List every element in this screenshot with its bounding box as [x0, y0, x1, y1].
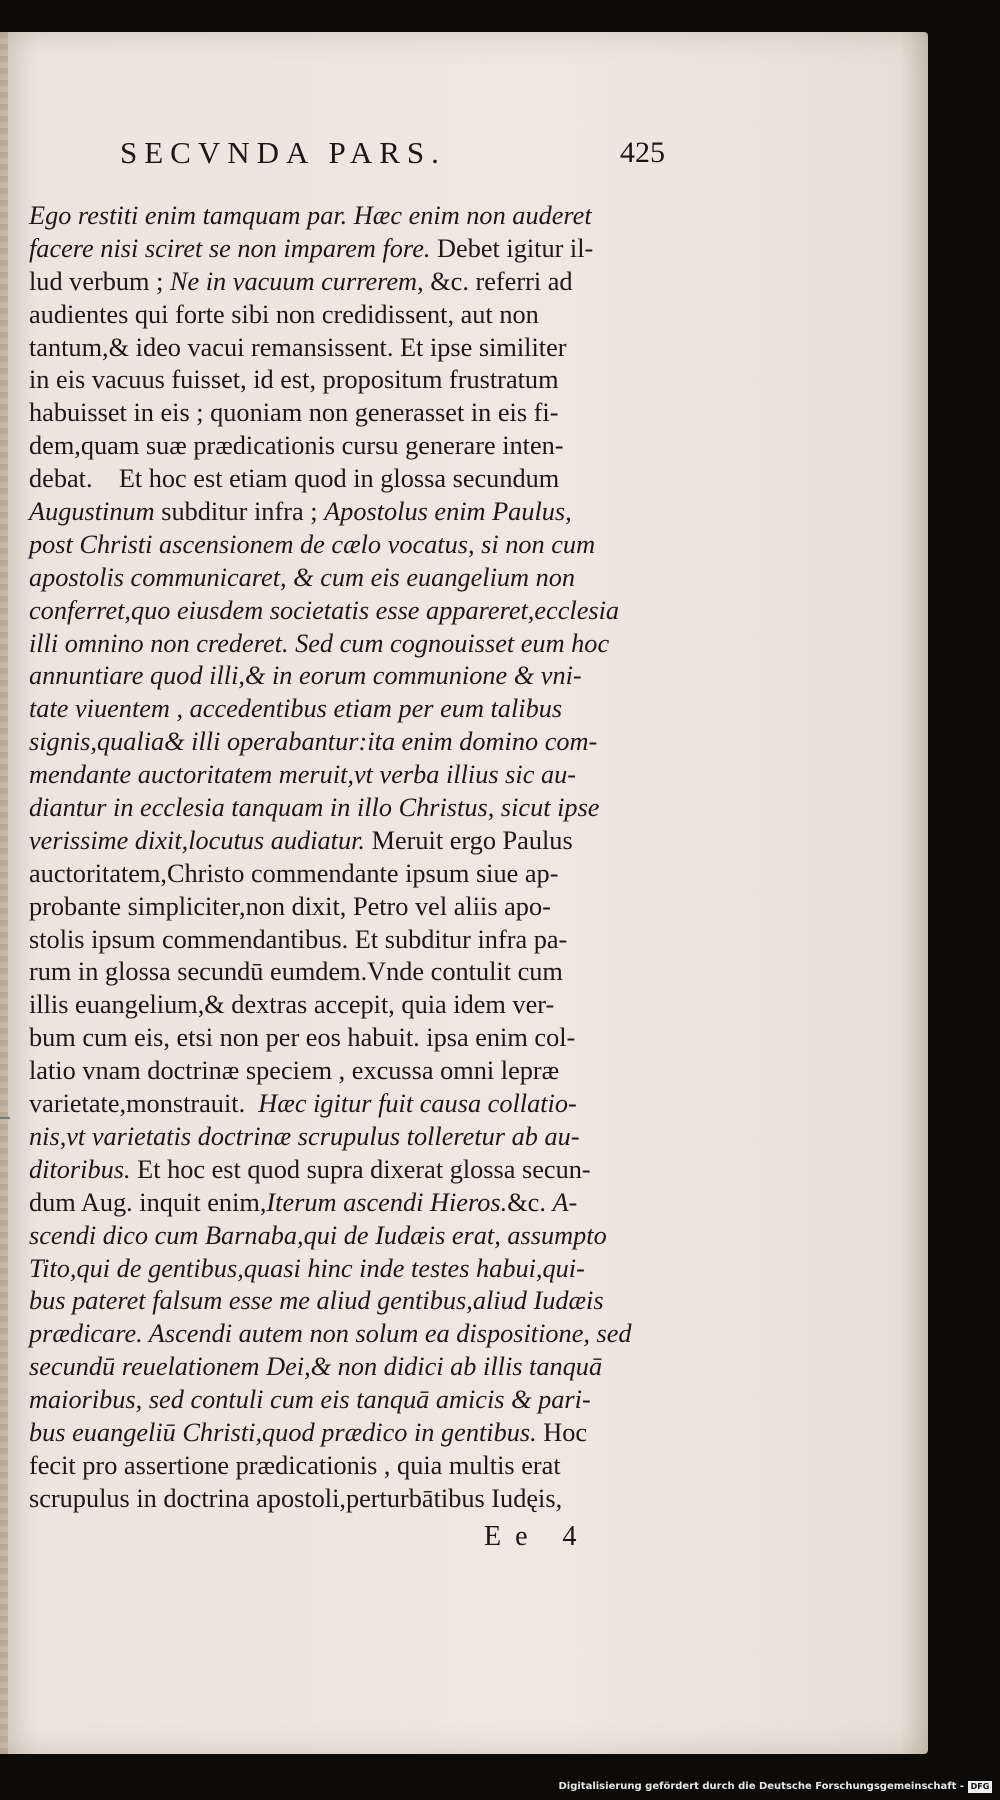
- italic-segment: tate viuentem , accedentibus etiam per eum talibus: [29, 694, 563, 724]
- italic-segment: verissime dixit,locutus audiatur.: [29, 825, 365, 855]
- text-line: [29, 595, 669, 628]
- roman-segment: illis euangelium,& dextras accepit, quia idem ver-: [29, 990, 555, 1020]
- text-line: [29, 693, 669, 726]
- italic-segment: maioribus, sed contuli cum eis tanquā amicis & pari-: [29, 1385, 591, 1415]
- italic-segment: annuntiare quod illi,& in eorum communione & vni-: [29, 661, 582, 691]
- text-line: [29, 1154, 669, 1187]
- roman-segment: audientes qui forte sibi non credidissent, aut non: [29, 299, 539, 329]
- roman-segment: in eis vacuus fuisset, id est, propositum frustratum: [29, 365, 559, 395]
- roman-segment: rum in glossa secundū eumdem.Vnde contulit cum: [29, 957, 563, 987]
- text-line: [29, 1088, 669, 1121]
- roman-segment: Hoc: [536, 1417, 588, 1447]
- text-line: [29, 299, 669, 332]
- text-line: [29, 1121, 669, 1154]
- italic-segment: bus euangeliū Christi,quod prædico in gentibus.: [29, 1417, 537, 1447]
- text-line: [29, 628, 669, 661]
- italic-segment: illi omnino non crederet. Sed cum cognouisset eum hoc: [29, 628, 610, 658]
- roman-segment: dum Aug. inquit enim,: [29, 1187, 267, 1217]
- italic-segment: prædicare. Ascendi autem non solum ea dispositione, sed: [29, 1319, 632, 1349]
- roman-segment: auctoritatem,Christo commendante ipsum siue ap-: [29, 858, 559, 888]
- roman-segment: varietate,monstrauit.: [29, 1089, 259, 1119]
- italic-segment: facere nisi sciret se non imparem fore.: [29, 233, 431, 263]
- text-line: [29, 1187, 669, 1220]
- digitization-credit: Digitalisierung gefördert durch die Deutsche Forschungsgemeinschaft -: [558, 1781, 964, 1792]
- roman-segment: stolis ipsum commendantibus. Et subditur infra pa-: [29, 924, 568, 954]
- italic-segment: signis,qualia& illi operabantur:ita enim domino com-: [29, 727, 598, 757]
- page-number: 425: [620, 136, 665, 169]
- roman-segment: probante simpliciter,non dixit, Petro vel aliis apo-: [29, 891, 551, 921]
- text-line: [29, 1351, 669, 1384]
- italic-segment: bus pateret falsum esse me aliud gentibus,aliud Iudæis: [29, 1286, 604, 1316]
- text-line: [29, 1055, 669, 1088]
- roman-segment: debat. Et hoc est etiam quod in glossa secundum: [29, 464, 560, 494]
- italic-segment: mendante auctoritatem meruit,vt verba illius sic au-: [29, 760, 577, 790]
- text-line: [29, 1417, 669, 1450]
- italic-segment: Hæc igitur fuit causa collatio-: [258, 1089, 577, 1119]
- text-line: [29, 891, 669, 924]
- text-line: [29, 233, 669, 266]
- italic-segment: Apostolus enim Paulus,: [324, 497, 572, 527]
- roman-segment: Debet igitur il-: [430, 233, 594, 263]
- text-line: [29, 1253, 669, 1286]
- margin-tick: [0, 1117, 10, 1119]
- text-line: [29, 430, 669, 463]
- text-line: [29, 1022, 669, 1055]
- text-line: [29, 660, 669, 693]
- roman-segment: Meruit ergo Paulus: [365, 825, 573, 855]
- roman-segment: habuisset in eis ; quoniam non generasset in eis fi-: [29, 398, 559, 428]
- italic-segment: secundū reuelationem Dei,& non didici ab illis tanquā: [29, 1352, 603, 1382]
- text-line: [29, 266, 669, 299]
- roman-segment: dem,quam suæ prædicationis cursu generare inten-: [29, 431, 564, 461]
- text-line: [29, 496, 669, 529]
- italic-segment: Ne in vacuum currerem,: [169, 266, 424, 296]
- text-line: [29, 1220, 669, 1253]
- text-line: [29, 759, 669, 792]
- text-line: [29, 792, 669, 825]
- roman-segment: scrupulus in doctrina apostoli,perturbātibus Iudęis,: [29, 1483, 563, 1513]
- text-line: [29, 726, 669, 759]
- italic-segment: post Christi ascensionem de cælo vocatus, si non cum: [29, 529, 596, 559]
- body-text: [29, 200, 669, 1516]
- dfg-logo: DFG: [968, 1781, 992, 1793]
- italic-segment: Ego restiti enim tamquam par. Hæc enim non auderet: [29, 201, 592, 230]
- signature-mark: Ee 4: [484, 1521, 591, 1552]
- italic-segment: nis,vt varietatis doctrinæ scrupulus tolleretur ab au-: [29, 1121, 580, 1151]
- text-line: [29, 825, 669, 858]
- text-line: [29, 858, 669, 891]
- text-line: [29, 924, 669, 957]
- text-line: [29, 463, 669, 496]
- italic-segment: diantur in ecclesia tanquam in illo Christus, sicut ipse: [29, 793, 600, 823]
- text-line: [29, 1285, 669, 1318]
- roman-segment: fecit pro assertione prædicationis , quia multis erat: [29, 1450, 561, 1480]
- text-line: [29, 1384, 669, 1417]
- text-line: [29, 364, 669, 397]
- text-line: [29, 956, 669, 989]
- italic-segment: Iterum ascendi Hieros.: [266, 1187, 508, 1217]
- italic-segment: ditoribus.: [29, 1154, 131, 1184]
- italic-segment: A-: [552, 1187, 578, 1217]
- roman-segment: tantum,& ideo vacui remansissent. Et ipse similiter: [29, 332, 567, 362]
- roman-segment: bum cum eis, etsi non per eos habuit. ipsa enim col-: [29, 1023, 576, 1053]
- text-line: [29, 1450, 669, 1483]
- italic-segment: Augustinum: [29, 497, 155, 527]
- text-line: [29, 529, 669, 562]
- book-page: [0, 32, 928, 1754]
- text-line: [29, 200, 669, 233]
- italic-segment: conferret,quo eiusdem societatis esse appareret,ecclesia: [29, 595, 620, 625]
- roman-segment: &c. referri ad: [423, 266, 573, 296]
- text-line: [29, 1483, 669, 1516]
- roman-segment: subditur infra ;: [154, 497, 325, 527]
- text-line: [29, 562, 669, 595]
- running-header-title: SECVNDA PARS.: [120, 135, 446, 170]
- text-line: [29, 332, 669, 365]
- text-line: [29, 397, 669, 430]
- roman-segment: Et hoc est quod supra dixerat glossa secun-: [130, 1154, 591, 1184]
- roman-segment: &c.: [507, 1187, 553, 1217]
- italic-segment: apostolis communicaret, & cum eis euangelium non: [29, 562, 576, 592]
- italic-segment: Tito,qui de gentibus,quasi hinc inde testes habui,qui-: [29, 1253, 585, 1283]
- italic-segment: scendi dico cum Barnaba,qui de Iudæis erat, assumpto: [29, 1220, 607, 1250]
- roman-segment: latio vnam doctrinæ speciem , excussa omni lepræ: [29, 1056, 560, 1086]
- text-line: [29, 989, 669, 1022]
- roman-segment: lud verbum ;: [29, 266, 170, 296]
- text-line: [29, 1318, 669, 1351]
